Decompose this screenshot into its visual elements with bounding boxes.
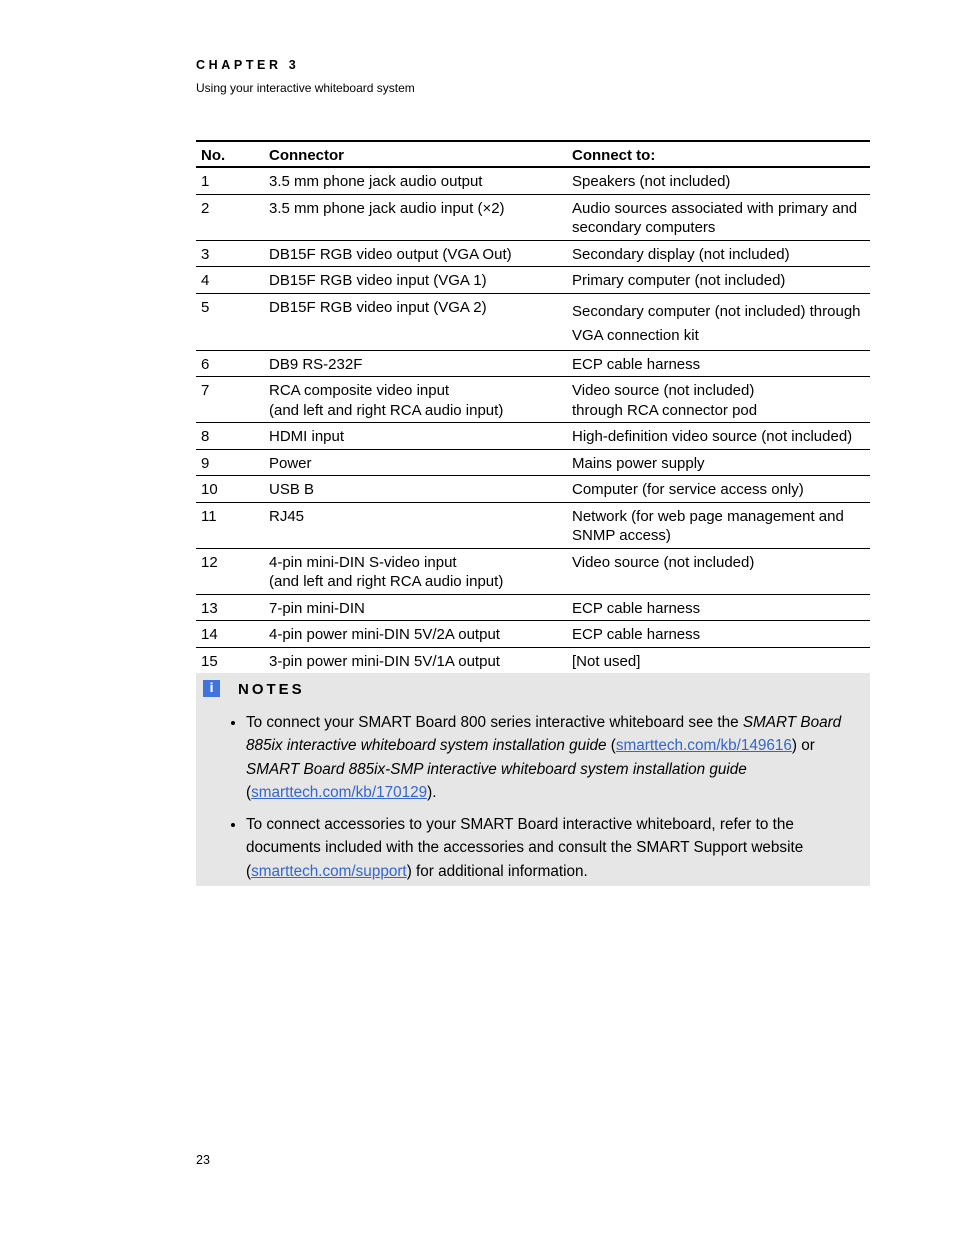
connector-cell bbox=[264, 647, 567, 674]
table-row bbox=[196, 167, 870, 194]
kb-170129-link[interactable]: smarttech.com/kb/170129 bbox=[251, 783, 428, 801]
support-link[interactable]: smarttech.com/support bbox=[251, 862, 407, 880]
cell-text: DB15F RGB video input (VGA 1) bbox=[269, 272, 487, 289]
cell-text: through RCA connector pod bbox=[572, 401, 758, 419]
cell-text: Secondary display (not included) bbox=[572, 245, 790, 263]
cell-text: (and left and right RCA audio input) bbox=[269, 573, 504, 590]
connect-to-cell bbox=[567, 423, 870, 450]
connect-to-cell bbox=[567, 449, 870, 476]
connect-to-cell bbox=[567, 167, 870, 194]
connector-cell bbox=[264, 293, 567, 350]
cell-text: RJ45 bbox=[269, 507, 305, 525]
connector-cell bbox=[264, 167, 567, 194]
row-number: 1 bbox=[196, 167, 264, 194]
cell-text: ECP cable harness bbox=[572, 626, 701, 643]
cell-text: USB B bbox=[269, 481, 315, 498]
connector-cell bbox=[264, 377, 567, 423]
table-row bbox=[196, 502, 870, 548]
table-row bbox=[196, 594, 870, 621]
cell-text: 4-pin power mini-DIN 5V/2A output bbox=[269, 626, 500, 643]
connector-cell bbox=[264, 350, 567, 377]
cell-text: [Not used] bbox=[572, 652, 641, 670]
page-number: 23 bbox=[196, 1153, 210, 1167]
table-row bbox=[196, 423, 870, 450]
row-number: 12 bbox=[196, 548, 264, 594]
cell-text: DB15F RGB video output (VGA Out) bbox=[269, 245, 512, 263]
row-number: 14 bbox=[196, 621, 264, 648]
table-row bbox=[196, 350, 870, 377]
chapter-subtitle: Using your interactive whiteboard system bbox=[196, 81, 415, 95]
table-row bbox=[196, 194, 870, 240]
cell-text: RCA composite video input bbox=[269, 382, 450, 399]
row-number: 7 bbox=[196, 377, 264, 423]
chapter-label: CHAPTER 3 bbox=[196, 58, 300, 72]
row-number: 4 bbox=[196, 267, 264, 294]
column-header-no: No. bbox=[196, 141, 264, 167]
row-number: 8 bbox=[196, 423, 264, 450]
kb-149616-link[interactable]: smarttech.com/kb/149616 bbox=[615, 737, 792, 755]
connect-to-cell bbox=[567, 647, 870, 674]
row-number: 10 bbox=[196, 476, 264, 503]
connect-to-cell bbox=[567, 293, 870, 350]
cell-text: 3-pin power mini-DIN 5V/1A output bbox=[269, 652, 500, 670]
table-row bbox=[196, 621, 870, 648]
table-row bbox=[196, 377, 870, 423]
note-text: To connect your SMART Board 800 series interactive whiteboard see the bbox=[246, 714, 743, 731]
connector-cell bbox=[264, 194, 567, 240]
connector-cell bbox=[264, 548, 567, 594]
cell-text: DB9 RS-232F bbox=[269, 355, 363, 373]
connector-cell bbox=[264, 594, 567, 621]
column-header-connector: Connector bbox=[264, 141, 567, 167]
cell-text: 4-pin mini-DIN S-video input bbox=[269, 553, 457, 571]
connector-cell bbox=[264, 621, 567, 648]
row-number: 11 bbox=[196, 502, 264, 548]
connector-cell bbox=[264, 267, 567, 294]
row-number: 6 bbox=[196, 350, 264, 377]
cell-text: Video source (not included) bbox=[572, 553, 755, 571]
note-text: ). bbox=[427, 783, 437, 801]
cell-text: Power bbox=[269, 454, 312, 472]
connect-to-cell bbox=[567, 548, 870, 594]
note-text: To connect accessories to your SMART Board interactive whiteboard, refer to the documents included with the accessories and consult the SMART Support website ( bbox=[246, 816, 804, 880]
table-row bbox=[196, 240, 870, 267]
table-row bbox=[196, 267, 870, 294]
row-number: 5 bbox=[196, 293, 264, 350]
connect-to-cell bbox=[567, 267, 870, 294]
table-row bbox=[196, 548, 870, 594]
table-header-row bbox=[196, 141, 870, 167]
connector-cell bbox=[264, 476, 567, 503]
connect-to-cell bbox=[567, 476, 870, 503]
cell-text: Audio sources associated with primary and secondary computers bbox=[572, 199, 858, 236]
cell-text: Speakers (not included) bbox=[572, 173, 731, 190]
connector-cell bbox=[264, 240, 567, 267]
row-number: 15 bbox=[196, 647, 264, 674]
note-text: ( bbox=[606, 737, 616, 755]
table-row bbox=[196, 647, 870, 674]
cell-text: Network (for web page management and SNMP access) bbox=[572, 507, 844, 544]
cell-text: ECP cable harness bbox=[572, 355, 701, 373]
list-item bbox=[246, 711, 856, 804]
list-item bbox=[246, 813, 856, 883]
row-number: 13 bbox=[196, 594, 264, 621]
table-body bbox=[196, 167, 870, 674]
cell-text: HDMI input bbox=[269, 428, 345, 445]
table-row bbox=[196, 293, 870, 350]
table-row bbox=[196, 449, 870, 476]
cell-text: Secondary computer (not included) through VGA connection kit bbox=[572, 302, 861, 344]
row-number: 3 bbox=[196, 240, 264, 267]
connect-to-cell bbox=[567, 621, 870, 648]
cell-text: Mains power supply bbox=[572, 454, 705, 472]
connect-to-cell bbox=[567, 502, 870, 548]
connect-to-cell bbox=[567, 194, 870, 240]
row-number: 2 bbox=[196, 194, 264, 240]
cell-text: 3.5 mm phone jack audio input (×2) bbox=[269, 199, 505, 217]
note-text: ) or bbox=[791, 737, 815, 755]
column-header-connect-to: Connect to: bbox=[567, 141, 870, 167]
cell-text: Primary computer (not included) bbox=[572, 272, 786, 289]
cell-text: (and left and right RCA audio input) bbox=[269, 401, 504, 419]
cell-text: 7-pin mini-DIN bbox=[269, 599, 365, 617]
notes-box bbox=[196, 673, 870, 886]
connect-to-cell bbox=[567, 377, 870, 423]
note-text: ( bbox=[246, 783, 252, 801]
connect-to-cell bbox=[567, 240, 870, 267]
info-icon: i bbox=[203, 680, 220, 697]
connector-cell bbox=[264, 502, 567, 548]
cell-text: ECP cable harness bbox=[572, 599, 701, 617]
cell-text: 3.5 mm phone jack audio output bbox=[269, 173, 483, 190]
notes-list bbox=[226, 711, 856, 892]
connect-to-cell bbox=[567, 594, 870, 621]
note-text: ) for additional information. bbox=[406, 862, 588, 880]
notes-title: NOTES bbox=[238, 681, 305, 698]
cell-text: Video source (not included) bbox=[572, 382, 755, 399]
connect-to-cell bbox=[567, 350, 870, 377]
connector-cell bbox=[264, 423, 567, 450]
table-row bbox=[196, 476, 870, 503]
guide-title: SMART Board 885ix interactive whiteboard system installation guide bbox=[246, 714, 842, 755]
connector-table bbox=[196, 140, 870, 674]
guide-title: SMART Board 885ix-SMP interactive whiteboard system installation guide bbox=[246, 760, 747, 778]
cell-text: High-definition video source (not included) bbox=[572, 428, 853, 445]
cell-text: Computer (for service access only) bbox=[572, 481, 804, 498]
connector-cell bbox=[264, 449, 567, 476]
row-number: 9 bbox=[196, 449, 264, 476]
cell-text: DB15F RGB video input (VGA 2) bbox=[269, 298, 487, 316]
